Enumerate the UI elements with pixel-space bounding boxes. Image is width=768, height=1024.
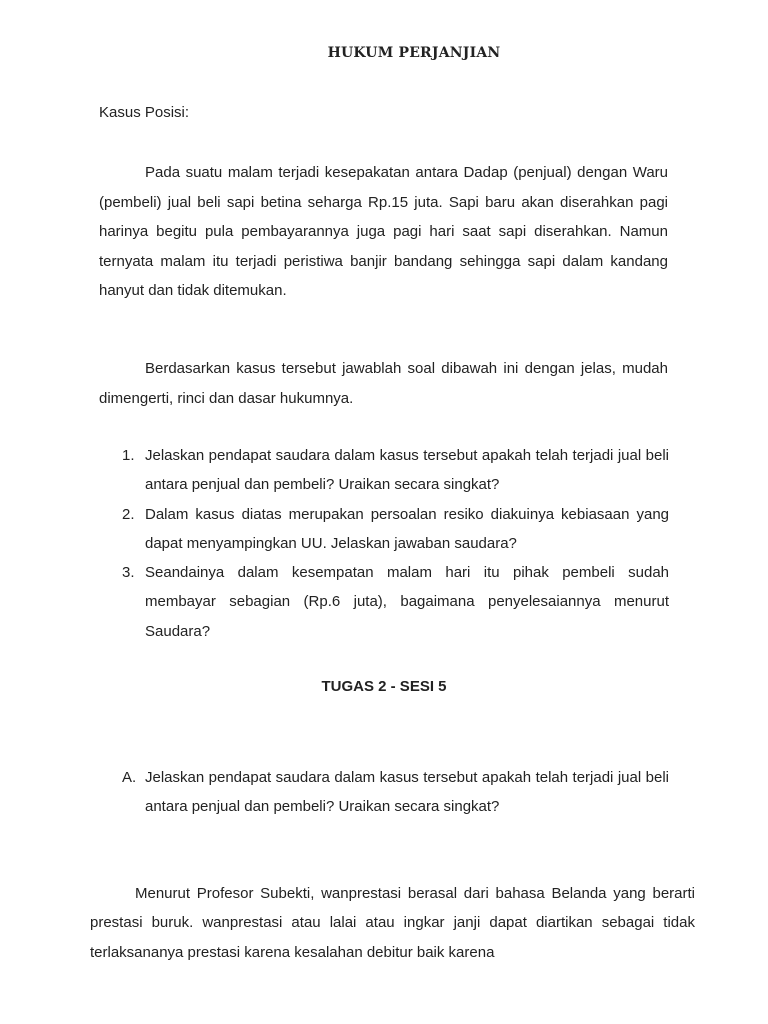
document-title: HUKUM PERJANJIAN xyxy=(327,45,501,61)
list-item xyxy=(99,441,669,500)
answer-question-list xyxy=(99,763,669,822)
list-number: 2. xyxy=(122,505,135,523)
question-list xyxy=(99,441,669,646)
answer-paragraph: Menurut Profesor Subekti, wanprestasi berasal dari bahasa Belanda yang berarti prestasi buruk. wanprestasi atau lalai atau ingkar janji dapat diartikan sebagai tidak terlaksananya prestasi karena kesalahan debitur baik karena xyxy=(90,885,695,961)
list-number: 3. xyxy=(122,564,135,582)
list-number: 1. xyxy=(122,447,135,464)
question-text: Dalam kasus diatas merupakan persoalan resiko diakuinya kebiasaan yang dapat menyampingkan UU. Jelaskan jawaban saudara? xyxy=(145,505,669,552)
question-text: Jelaskan pendapat saudara dalam kasus tersebut apakah telah terjadi jual beli antara penjual dan pembeli? Uraikan secara singkat? xyxy=(145,447,669,494)
case-label: Kasus Posisi: xyxy=(99,104,190,121)
instruction-paragraph: Berdasarkan kasus tersebut jawablah soal dibawah ini dengan jelas, mudah dimengerti, rinci dan dasar hukumnya. xyxy=(99,360,668,407)
list-item xyxy=(99,500,669,559)
case-paragraph: Pada suatu malam terjadi kesepakatan antara Dadap (penjual) dengan Waru (pembeli) jual beli sapi betina seharga Rp.15 juta. Sapi baru akan diserahkan pagi harinya begitu pula pembayarannya juga pagi hari saat sapi diserahkan. Namun ternyata malam itu terjadi peristiwa banjir bandang sehingga sapi dalam kandang hanyut dan tidak ditemukan. xyxy=(99,164,668,299)
list-item xyxy=(99,558,669,646)
list-item xyxy=(99,763,669,822)
question-text: Jelaskan pendapat saudara dalam kasus tersebut apakah telah terjadi jual beli antara penjual dan pembeli? Uraikan secara singkat? xyxy=(145,769,669,816)
list-letter: A. xyxy=(122,769,137,786)
question-text: Seandainya dalam kesempatan malam hari itu pihak pembeli sudah membayar sebagian (Rp.6 juta), bagaimana penyelesaiannya menurut Saudara? xyxy=(145,564,669,640)
assignment-heading: TUGAS 2 - SESI 5 xyxy=(321,678,447,695)
